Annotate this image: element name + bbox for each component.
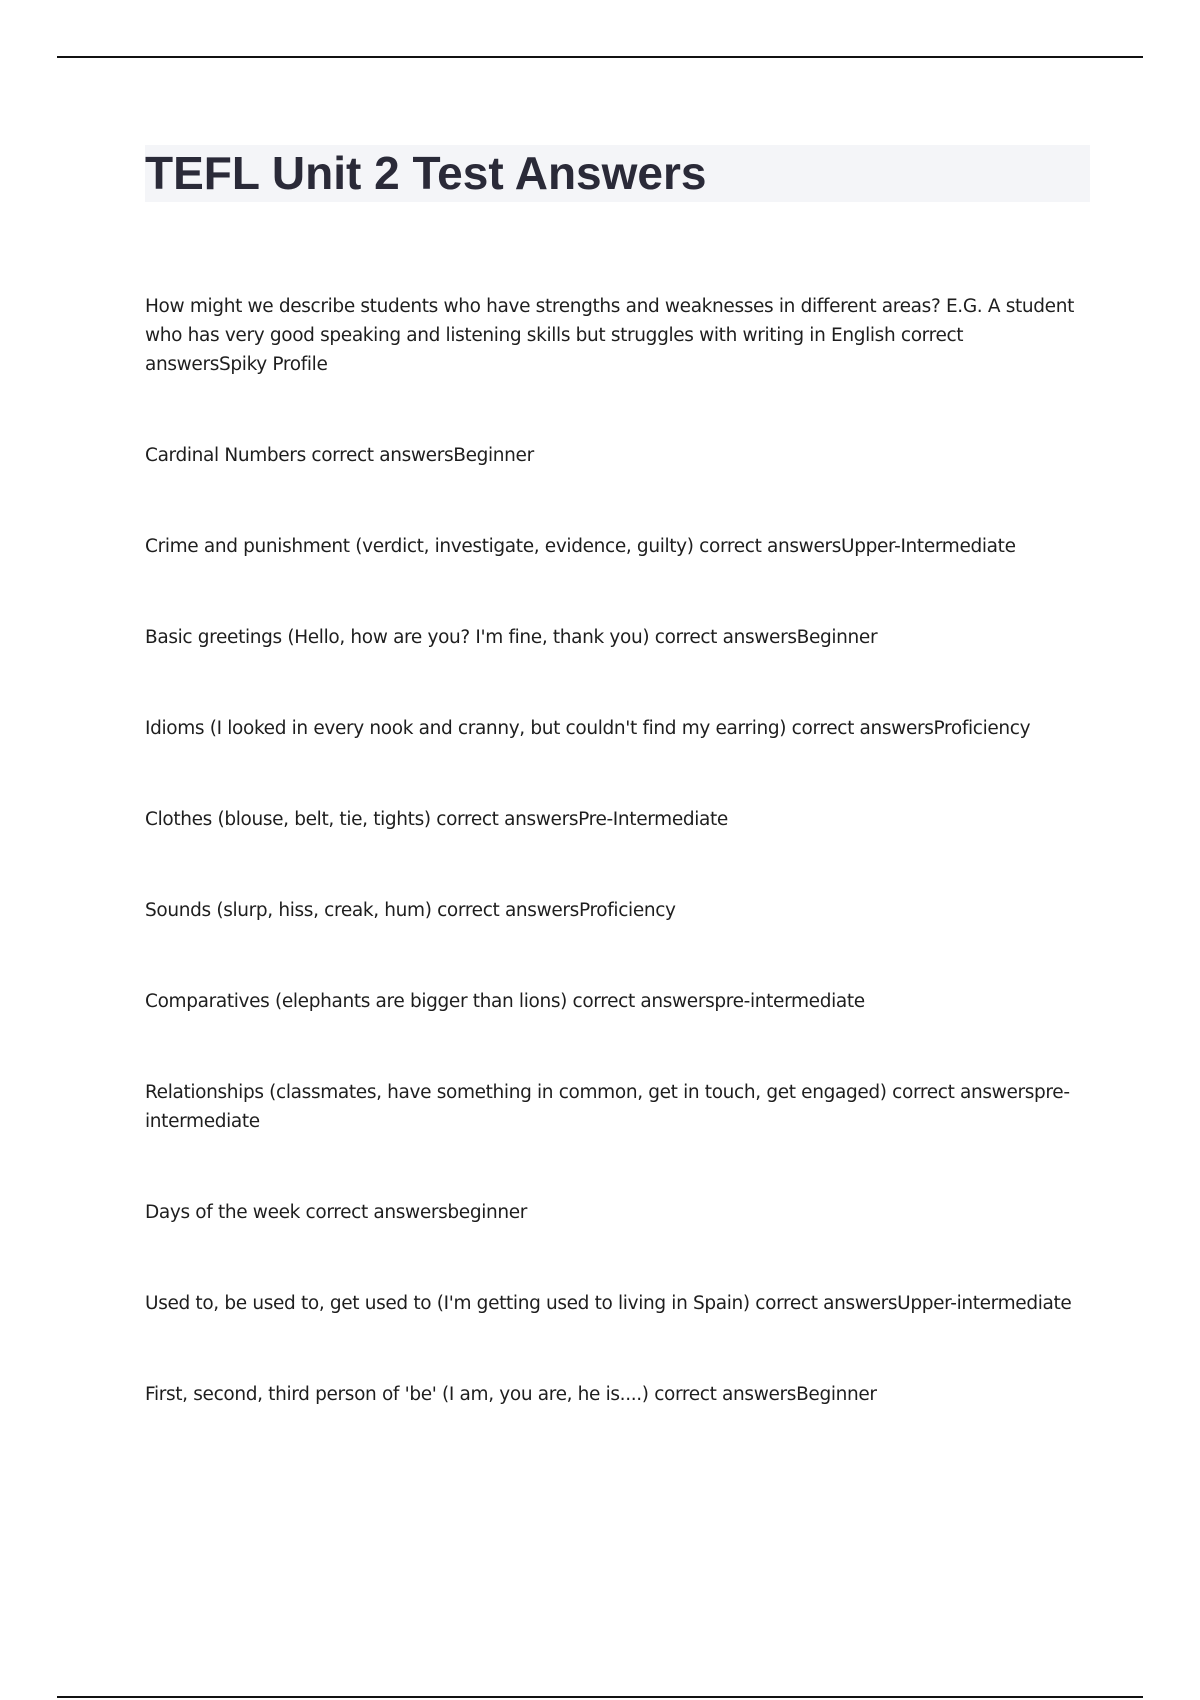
bottom-divider [57, 1696, 1143, 1698]
qa-item: Comparatives (elephants are bigger than lions) correct answerspre-intermediate [145, 991, 865, 1012]
qa-item: Sounds (slurp, hiss, creak, hum) correct answersProficiency [145, 900, 676, 921]
qa-item: Used to, be used to, get used to (I'm getting used to living in Spain) correct answersUpper-intermediate [145, 1293, 1072, 1314]
document-title: TEFL Unit 2 Test Answers [145, 147, 707, 199]
qa-item: Cardinal Numbers correct answersBeginner [145, 445, 534, 466]
qa-item: First, second, third person of 'be' (I am, you are, he is....) correct answersBeginner [145, 1384, 877, 1405]
top-divider [57, 56, 1143, 58]
qa-item: Days of the week correct answersbeginner [145, 1202, 528, 1223]
qa-item: Crime and punishment (verdict, investigate, evidence, guilty) correct answersUpper-Intermediate [145, 536, 1016, 557]
qa-item: Clothes (blouse, belt, tie, tights) correct answersPre-Intermediate [145, 809, 728, 830]
question-answer-list [145, 292, 1090, 1409]
qa-item: How might we describe students who have strengths and weaknesses in different areas? E.G. A student who has very good speaking and listening skills but struggles with writing in English correct answersSpiky Profile [145, 296, 1074, 375]
qa-item: Relationships (classmates, have something in common, get in touch, get engaged) correct answerspre-intermediate [145, 1082, 1070, 1132]
qa-item: Idioms (I looked in every nook and cranny, but couldn't find my earring) correct answersProficiency [145, 718, 1031, 739]
qa-item: Basic greetings (Hello, how are you? I'm fine, thank you) correct answersBeginner [145, 627, 878, 648]
